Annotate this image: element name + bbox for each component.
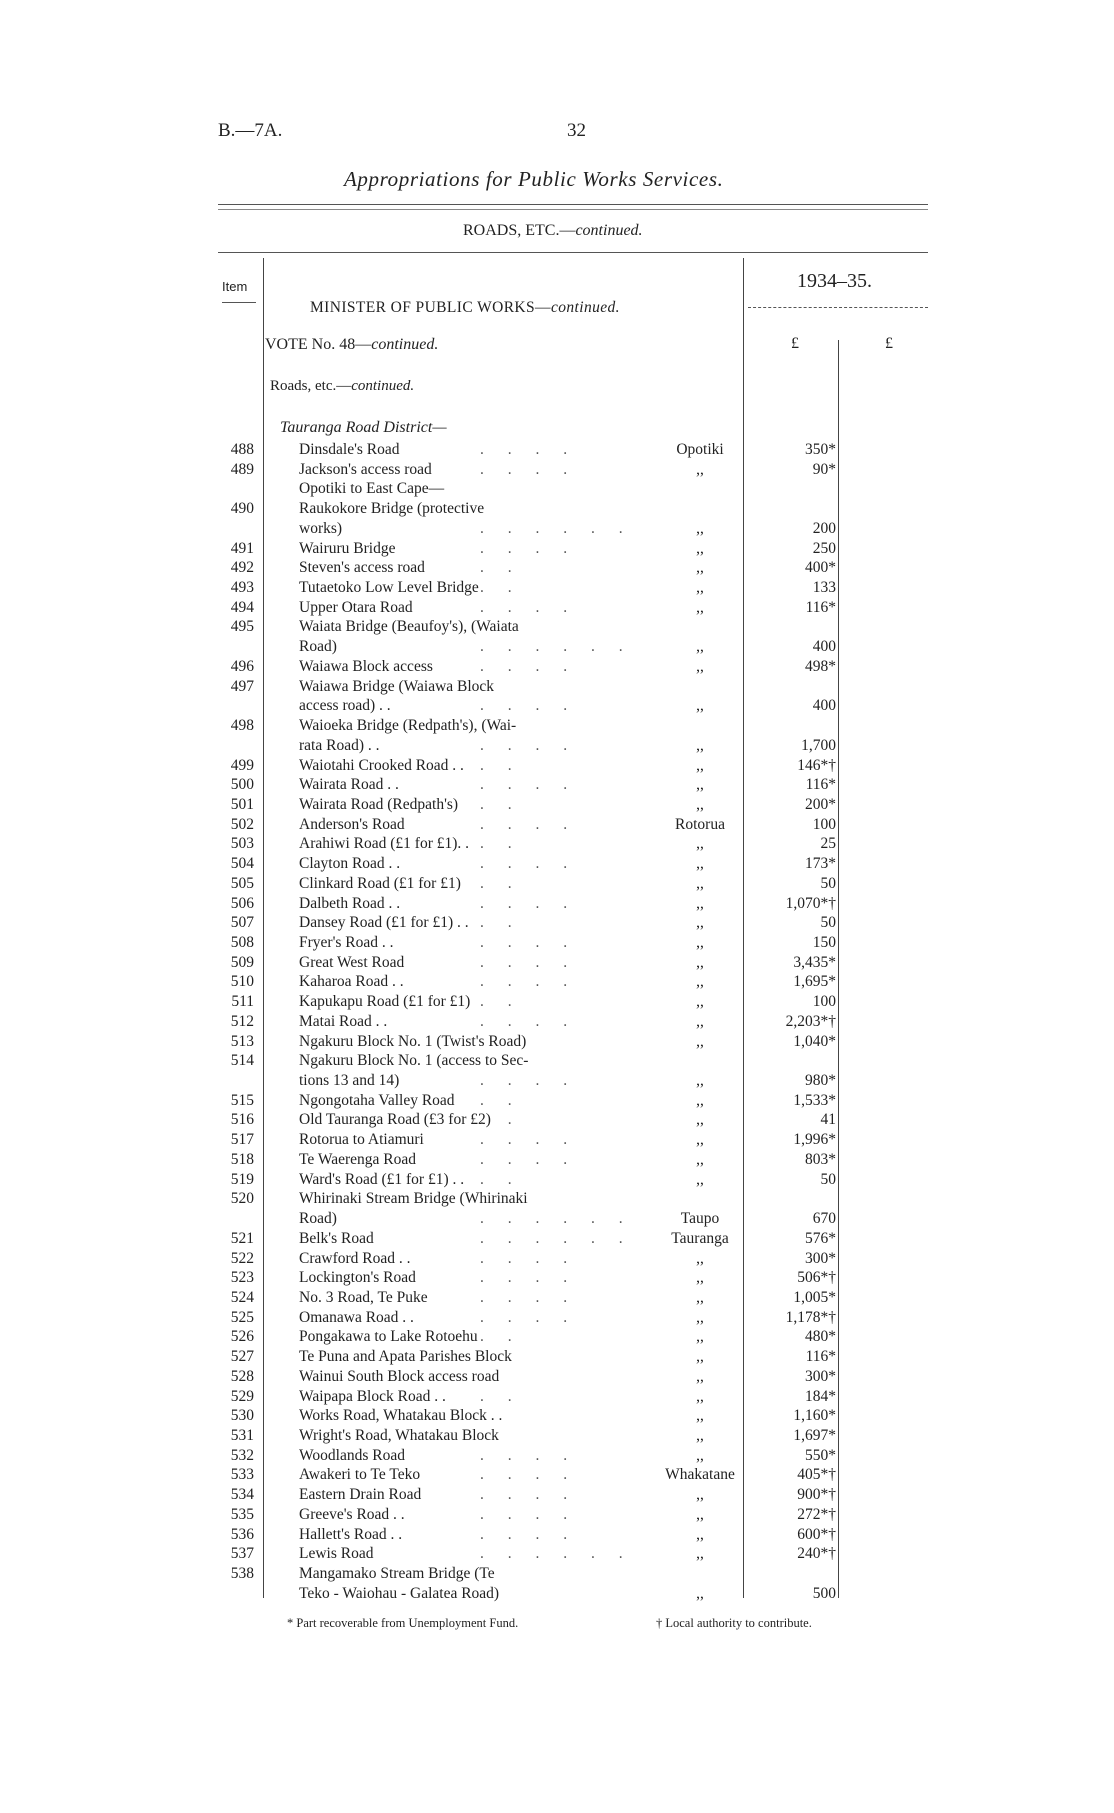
item-number: 515 [230, 1091, 254, 1109]
item-amount: 150 [812, 934, 836, 951]
item-amount: 405*† [797, 1466, 836, 1484]
item-number: 497 [230, 677, 254, 695]
item-description: Waiawa Bridge (Waiawa Block [299, 677, 495, 695]
item-amount: 41 [820, 1111, 836, 1129]
item-place: Taupo [680, 1210, 720, 1228]
leader-dots: . . . . [480, 973, 578, 991]
item-description: Ngakuru Block No. 1 (Twist's Road) [299, 1032, 527, 1050]
leader-dots: . . . . [480, 736, 578, 754]
item-number: 530 [230, 1407, 254, 1425]
leader-dots: . . . . [480, 1525, 578, 1543]
item-number: 494 [230, 598, 254, 616]
leader-dots: . . [480, 1091, 522, 1109]
vote-heading: VOTE No. 48—continued. [265, 336, 439, 353]
item-place: Whakatane [665, 1466, 735, 1484]
item-amount: 1,178*† [785, 1308, 836, 1326]
item-description: tions 13 and 14) [299, 1072, 400, 1090]
item-number: 509 [230, 953, 254, 971]
item-number: 525 [230, 1308, 254, 1326]
leader-dots: . . . . . . [480, 638, 633, 656]
subheading: Roads, etc.—continued. [270, 378, 415, 394]
item-place: ,, [696, 993, 704, 1011]
item-description: Hallett's Road . . [299, 1525, 403, 1543]
page-title: Appropriations for Public Works Services. [344, 167, 724, 191]
item-amount: 3,435* [793, 953, 836, 971]
item-description: No. 3 Road, Te Puke [299, 1288, 428, 1306]
leader-dots: . . . . [480, 441, 578, 458]
item-number: 520 [230, 1190, 254, 1208]
item-number: 535 [230, 1505, 254, 1523]
item-amount: 1,700 [801, 736, 836, 754]
leader-dots: . . [480, 1170, 522, 1188]
item-place: ,, [696, 795, 704, 813]
item-place: ,, [696, 1072, 704, 1090]
leader-dots: . . . . [480, 776, 578, 794]
item-amount: 1,160* [793, 1407, 836, 1425]
year-heading: 1934–35. [797, 270, 872, 292]
item-place: ,, [696, 934, 704, 951]
item-description: Kaharoa Road . . [299, 973, 404, 991]
item-amount: 506*† [797, 1269, 836, 1287]
item-amount: 272*† [797, 1505, 836, 1523]
item-amount: 133 [812, 579, 836, 597]
item-description: Matai Road . . [299, 1012, 388, 1030]
item-number: 518 [230, 1150, 254, 1168]
section-heading: ROADS, ETC.—continued. [463, 222, 643, 239]
item-place: ,, [696, 1525, 704, 1543]
item-amount: 803* [805, 1150, 836, 1168]
year-rule [748, 307, 928, 308]
item-place: ,, [696, 1545, 704, 1563]
item-description: Dansey Road (£1 for £1) . . [299, 914, 469, 932]
item-number: 538 [230, 1565, 254, 1583]
ministry-heading: MINISTER OF PUBLIC WORKS—continued. [310, 299, 620, 316]
item-description: Steven's access road [299, 559, 425, 577]
item-description: Waioeka Bridge (Redpath's), (Wai- [299, 717, 517, 735]
item-number: 523 [230, 1269, 254, 1287]
leader-dots: . . [480, 559, 522, 577]
leader-dots: . . . . [480, 934, 578, 951]
item-number: 528 [230, 1367, 254, 1385]
item-number: 537 [230, 1545, 254, 1563]
item-amount: 670 [812, 1210, 836, 1228]
leader-dots: . . [480, 795, 522, 813]
item-amount: 90* [812, 460, 836, 478]
item-description: Awakeri to Te Teko [299, 1466, 421, 1484]
item-place: ,, [696, 973, 704, 991]
item-amount: 200 [812, 519, 836, 537]
item-amount: 1,533* [793, 1091, 836, 1109]
item-amount: 576* [805, 1229, 836, 1247]
item-description: Ngongotaha Valley Road [299, 1091, 455, 1109]
leader-dots: . . [480, 1387, 522, 1405]
item-number: 490 [230, 500, 254, 518]
item-place: ,, [696, 1308, 704, 1326]
item-amount: 2,203*† [785, 1012, 836, 1030]
item-number: 510 [230, 973, 254, 991]
item-description: Pongakawa to Lake Rotoehu [299, 1328, 478, 1346]
item-number: 491 [230, 539, 254, 557]
item-number: 499 [230, 756, 254, 774]
item-number: 533 [230, 1466, 254, 1484]
item-place: ,, [696, 1032, 704, 1050]
amount-column-rule [838, 340, 839, 1598]
item-place: ,, [696, 579, 704, 597]
item-description: Crawford Road . . [299, 1249, 411, 1267]
item-number: 526 [230, 1328, 254, 1346]
item-amount: 116* [805, 776, 836, 794]
leader-dots: . . [480, 579, 522, 597]
item-amount: 116* [805, 1348, 836, 1366]
item-place: Tauranga [671, 1229, 729, 1247]
item-place: ,, [696, 736, 704, 754]
page-number: 32 [567, 120, 586, 141]
item-description: Wright's Road, Whatakau Block [299, 1427, 499, 1444]
item-amount: 184* [805, 1387, 836, 1405]
item-place: ,, [696, 1150, 704, 1168]
item-number: 517 [230, 1131, 254, 1149]
item-column-rule [263, 258, 264, 1598]
item-description: Teko - Waiohau - Galatea Road) [299, 1584, 500, 1602]
item-description: Clinkard Road (£1 for £1) [299, 874, 461, 892]
item-place: ,, [696, 539, 704, 557]
item-place: ,, [696, 697, 704, 715]
item-amount: 300* [805, 1367, 836, 1385]
item-number: 495 [230, 618, 254, 636]
item-description: rata Road) . . [299, 736, 380, 754]
leader-dots: . . . . [480, 815, 578, 833]
item-description: Waipapa Block Road . . [299, 1387, 446, 1405]
item-amount: 1,697* [793, 1427, 836, 1444]
leader-dots: . . . . . . [480, 519, 633, 537]
item-number: 511 [231, 993, 254, 1011]
item-place: ,, [696, 1170, 704, 1188]
leader-dots: . . [480, 835, 522, 853]
item-description: Wainui South Block access road [299, 1367, 500, 1385]
item-place: ,, [696, 519, 704, 537]
item-number: 531 [230, 1427, 254, 1444]
item-description: Ngakuru Block No. 1 (access to Sec- [299, 1052, 529, 1070]
title-rule-thin [218, 209, 928, 210]
item-place: ,, [696, 598, 704, 616]
item-description: Greeve's Road . . [299, 1505, 405, 1523]
item-amount: 980* [805, 1072, 836, 1090]
item-place: ,, [696, 460, 704, 478]
item-amount: 300* [805, 1249, 836, 1267]
item-amount: 100 [812, 993, 836, 1011]
leader-dots: . . . . [480, 953, 578, 971]
item-amount: 1,070*† [785, 894, 836, 912]
item-description: Wairuru Bridge [299, 539, 396, 557]
leader-dots: . . . . [480, 1446, 578, 1464]
item-number: 527 [230, 1348, 254, 1366]
item-description: Fryer's Road . . [299, 934, 394, 951]
item-place: ,, [696, 1367, 704, 1385]
item-description: Great West Road [299, 953, 405, 971]
leader-dots: . . [480, 874, 522, 892]
item-place: ,, [696, 756, 704, 774]
item-description: Lewis Road [299, 1545, 374, 1563]
item-place: ,, [696, 894, 704, 912]
item-amount: 25 [820, 835, 836, 853]
item-place: ,, [696, 1091, 704, 1109]
item-place: ,, [696, 1505, 704, 1523]
leader-dots: . . [480, 756, 522, 774]
item-number: 529 [230, 1387, 254, 1405]
item-number: 516 [230, 1111, 254, 1129]
item-description: Kapukapu Road (£1 for £1) [299, 993, 471, 1011]
item-description: access road) . . [299, 697, 391, 715]
item-description: Te Waerenga Road [299, 1150, 417, 1168]
item-place: ,, [696, 1387, 704, 1405]
item-number: 498 [230, 717, 254, 735]
item-number: 521 [230, 1229, 254, 1247]
leader-dots: . . . . [480, 855, 578, 873]
item-place: ,, [696, 1131, 704, 1149]
leader-dots: . . . . [480, 460, 578, 478]
leader-dots: . . . . [480, 1131, 578, 1149]
item-number: 502 [230, 815, 254, 833]
item-number: 513 [230, 1032, 254, 1050]
item-place: ,, [696, 874, 704, 892]
leader-dots: . . . . [480, 539, 578, 557]
currency-symbol-total: £ [885, 335, 893, 352]
item-description: Anderson's Road [299, 815, 405, 833]
item-description: Upper Otara Road [299, 598, 413, 616]
item-description: Omanawa Road . . [299, 1308, 414, 1326]
item-place: ,, [696, 1427, 704, 1444]
leader-dots: . . . . [480, 1308, 578, 1326]
item-number: 503 [230, 835, 254, 853]
item-place: ,, [696, 657, 704, 675]
leader-dots: . . . . [480, 657, 578, 675]
leader-dots: . . . . . . [480, 1210, 633, 1228]
item-amount: 173* [805, 855, 836, 873]
item-number: 496 [230, 657, 254, 675]
item-description: Road) [299, 638, 337, 656]
item-description: Tutaetoko Low Level Bridge [299, 579, 479, 597]
leader-dots: . . . . [480, 1466, 578, 1484]
leader-dots: . . . . . . [480, 1229, 633, 1247]
item-description: works) [299, 519, 343, 537]
item-place: Rotorua [675, 815, 725, 833]
item-description: Jackson's access road [299, 460, 432, 478]
item-description: Waiata Bridge (Beaufoy's), (Waiata [299, 618, 519, 636]
leader-dots: . . . . [480, 1249, 578, 1267]
item-amount: 50 [820, 1170, 836, 1188]
item-description: Te Puna and Apata Parishes Block [299, 1348, 512, 1366]
item-place: ,, [696, 1407, 704, 1425]
item-amount: 250 [812, 539, 836, 557]
item-place: ,, [696, 855, 704, 873]
item-place: ,, [696, 1249, 704, 1267]
item-description: Wairata Road (Redpath's) [299, 795, 459, 813]
leader-dots: . . . . [480, 1505, 578, 1523]
item-place: ,, [696, 835, 704, 853]
item-amount: 50 [820, 914, 836, 932]
leader-dots: . . . . [480, 1486, 578, 1504]
item-place: ,, [696, 638, 704, 656]
item-description: Wairata Road . . [299, 776, 399, 794]
item-amount: 350* [805, 441, 836, 458]
item-amount: 1,695* [793, 973, 836, 991]
item-description: Lockington's Road [299, 1269, 416, 1287]
item-description: Road) [299, 1210, 337, 1228]
item-number: 536 [230, 1525, 254, 1543]
item-description: Waiawa Block access [299, 657, 433, 675]
item-number: 519 [230, 1170, 254, 1188]
item-place: ,, [696, 953, 704, 971]
item-number: 524 [230, 1288, 254, 1306]
item-description: Ward's Road (£1 for £1) . . [299, 1170, 465, 1188]
document-code: B.—7A. [218, 120, 283, 141]
item-number: 489 [230, 460, 254, 478]
item-place: ,, [696, 1111, 704, 1129]
table-top-rule [218, 252, 928, 253]
item-amount: 600*† [797, 1525, 836, 1543]
item-amount: 400 [812, 638, 836, 656]
item-place: ,, [696, 914, 704, 932]
item-number: 508 [230, 934, 254, 951]
item-number: 532 [230, 1446, 254, 1464]
footnote-asterisk: * Part recoverable from Unemployment Fund. [287, 1616, 519, 1630]
item-description: Works Road, Whatakau Block . . [299, 1407, 503, 1425]
item-description: Old Tauranga Road (£3 for £2) [299, 1111, 491, 1129]
leader-dots: . . [480, 993, 522, 1011]
item-amount: 50 [820, 874, 836, 892]
item-description: Whirinaki Stream Bridge (Whirinaki [299, 1190, 528, 1208]
item-place: ,, [696, 1446, 704, 1464]
item-amount: 400* [805, 559, 836, 577]
item-place: ,, [696, 1328, 704, 1346]
item-description: Rotorua to Atiamuri [299, 1131, 424, 1149]
item-amount: 900*† [797, 1486, 836, 1504]
item-description: Woodlands Road [299, 1446, 405, 1464]
item-amount: 146*† [797, 756, 836, 774]
item-number: 500 [230, 776, 254, 794]
leader-dots: . . . . [480, 1288, 578, 1306]
footnote-dagger: † Local authority to contribute. [656, 1616, 812, 1630]
item-description: Raukokore Bridge (protective [299, 500, 485, 518]
item-amount: 1,996* [793, 1131, 836, 1149]
item-column-heading: Item [222, 279, 248, 294]
leader-dots: . . [480, 914, 522, 932]
item-number: 501 [230, 795, 254, 813]
item-amount: 498* [805, 657, 836, 675]
item-place: ,, [696, 776, 704, 794]
district-heading: Tauranga Road District— [280, 419, 447, 436]
item-description: Belk's Road [299, 1229, 374, 1247]
item-place: ,, [696, 1288, 704, 1306]
item-number: 506 [230, 894, 254, 912]
item-place: ,, [696, 1012, 704, 1030]
item-place: ,, [696, 559, 704, 577]
leader-dots: . . . . [480, 697, 578, 715]
item-amount: 240*† [797, 1545, 836, 1563]
item-description: Clayton Road . . [299, 855, 401, 873]
item-amount: 1,040* [793, 1032, 836, 1050]
item-number: 492 [230, 559, 254, 577]
item-description: Dinsdale's Road [299, 441, 400, 458]
leader-dots: . . . . [480, 1269, 578, 1287]
item-number: 534 [230, 1486, 254, 1504]
item-amount: 100 [812, 815, 836, 833]
item-number: 507 [230, 914, 254, 932]
item-description: Arahiwi Road (£1 for £1). . [299, 835, 470, 853]
item-number: 522 [230, 1249, 254, 1267]
item-number: 488 [230, 441, 254, 458]
item-amount: 200* [805, 795, 836, 813]
item-description: Waiotahi Crooked Road . . [299, 756, 464, 774]
item-place: ,, [696, 1348, 704, 1366]
item-description: Opotiki to East Cape— [299, 480, 445, 498]
item-number: 504 [230, 855, 254, 873]
leader-dots: . . . . [480, 1150, 578, 1168]
item-heading-rule [222, 302, 256, 303]
item-number: 505 [230, 874, 254, 892]
item-place: Opotiki [676, 441, 724, 458]
leader-dots: . . . . [480, 598, 578, 616]
item-place: ,, [696, 1269, 704, 1287]
leader-dots: . . [480, 1111, 522, 1129]
item-amount: 550* [805, 1446, 836, 1464]
leader-dots: . . . . [480, 894, 578, 912]
item-amount: 1,005* [793, 1288, 836, 1306]
item-number: 493 [230, 579, 254, 597]
item-description: Mangamako Stream Bridge (Te [299, 1565, 495, 1583]
item-amount: 400 [812, 697, 836, 715]
item-number: 512 [230, 1012, 254, 1030]
item-number: 514 [230, 1052, 254, 1070]
leader-dots: . . . . [480, 1012, 578, 1030]
leader-dots: . . . . . . [480, 1545, 633, 1563]
leader-dots: . . . . [480, 1072, 578, 1090]
item-amount: 116* [805, 598, 836, 616]
item-amount: 480* [805, 1328, 836, 1346]
item-amount: 500 [812, 1584, 836, 1602]
item-description: Dalbeth Road . . [299, 894, 401, 912]
item-place: ,, [696, 1584, 704, 1602]
title-rule [218, 204, 928, 205]
currency-symbol: £ [791, 335, 799, 352]
item-description: Eastern Drain Road [299, 1486, 422, 1504]
leader-dots: . . [480, 1328, 522, 1346]
item-place: ,, [696, 1486, 704, 1504]
